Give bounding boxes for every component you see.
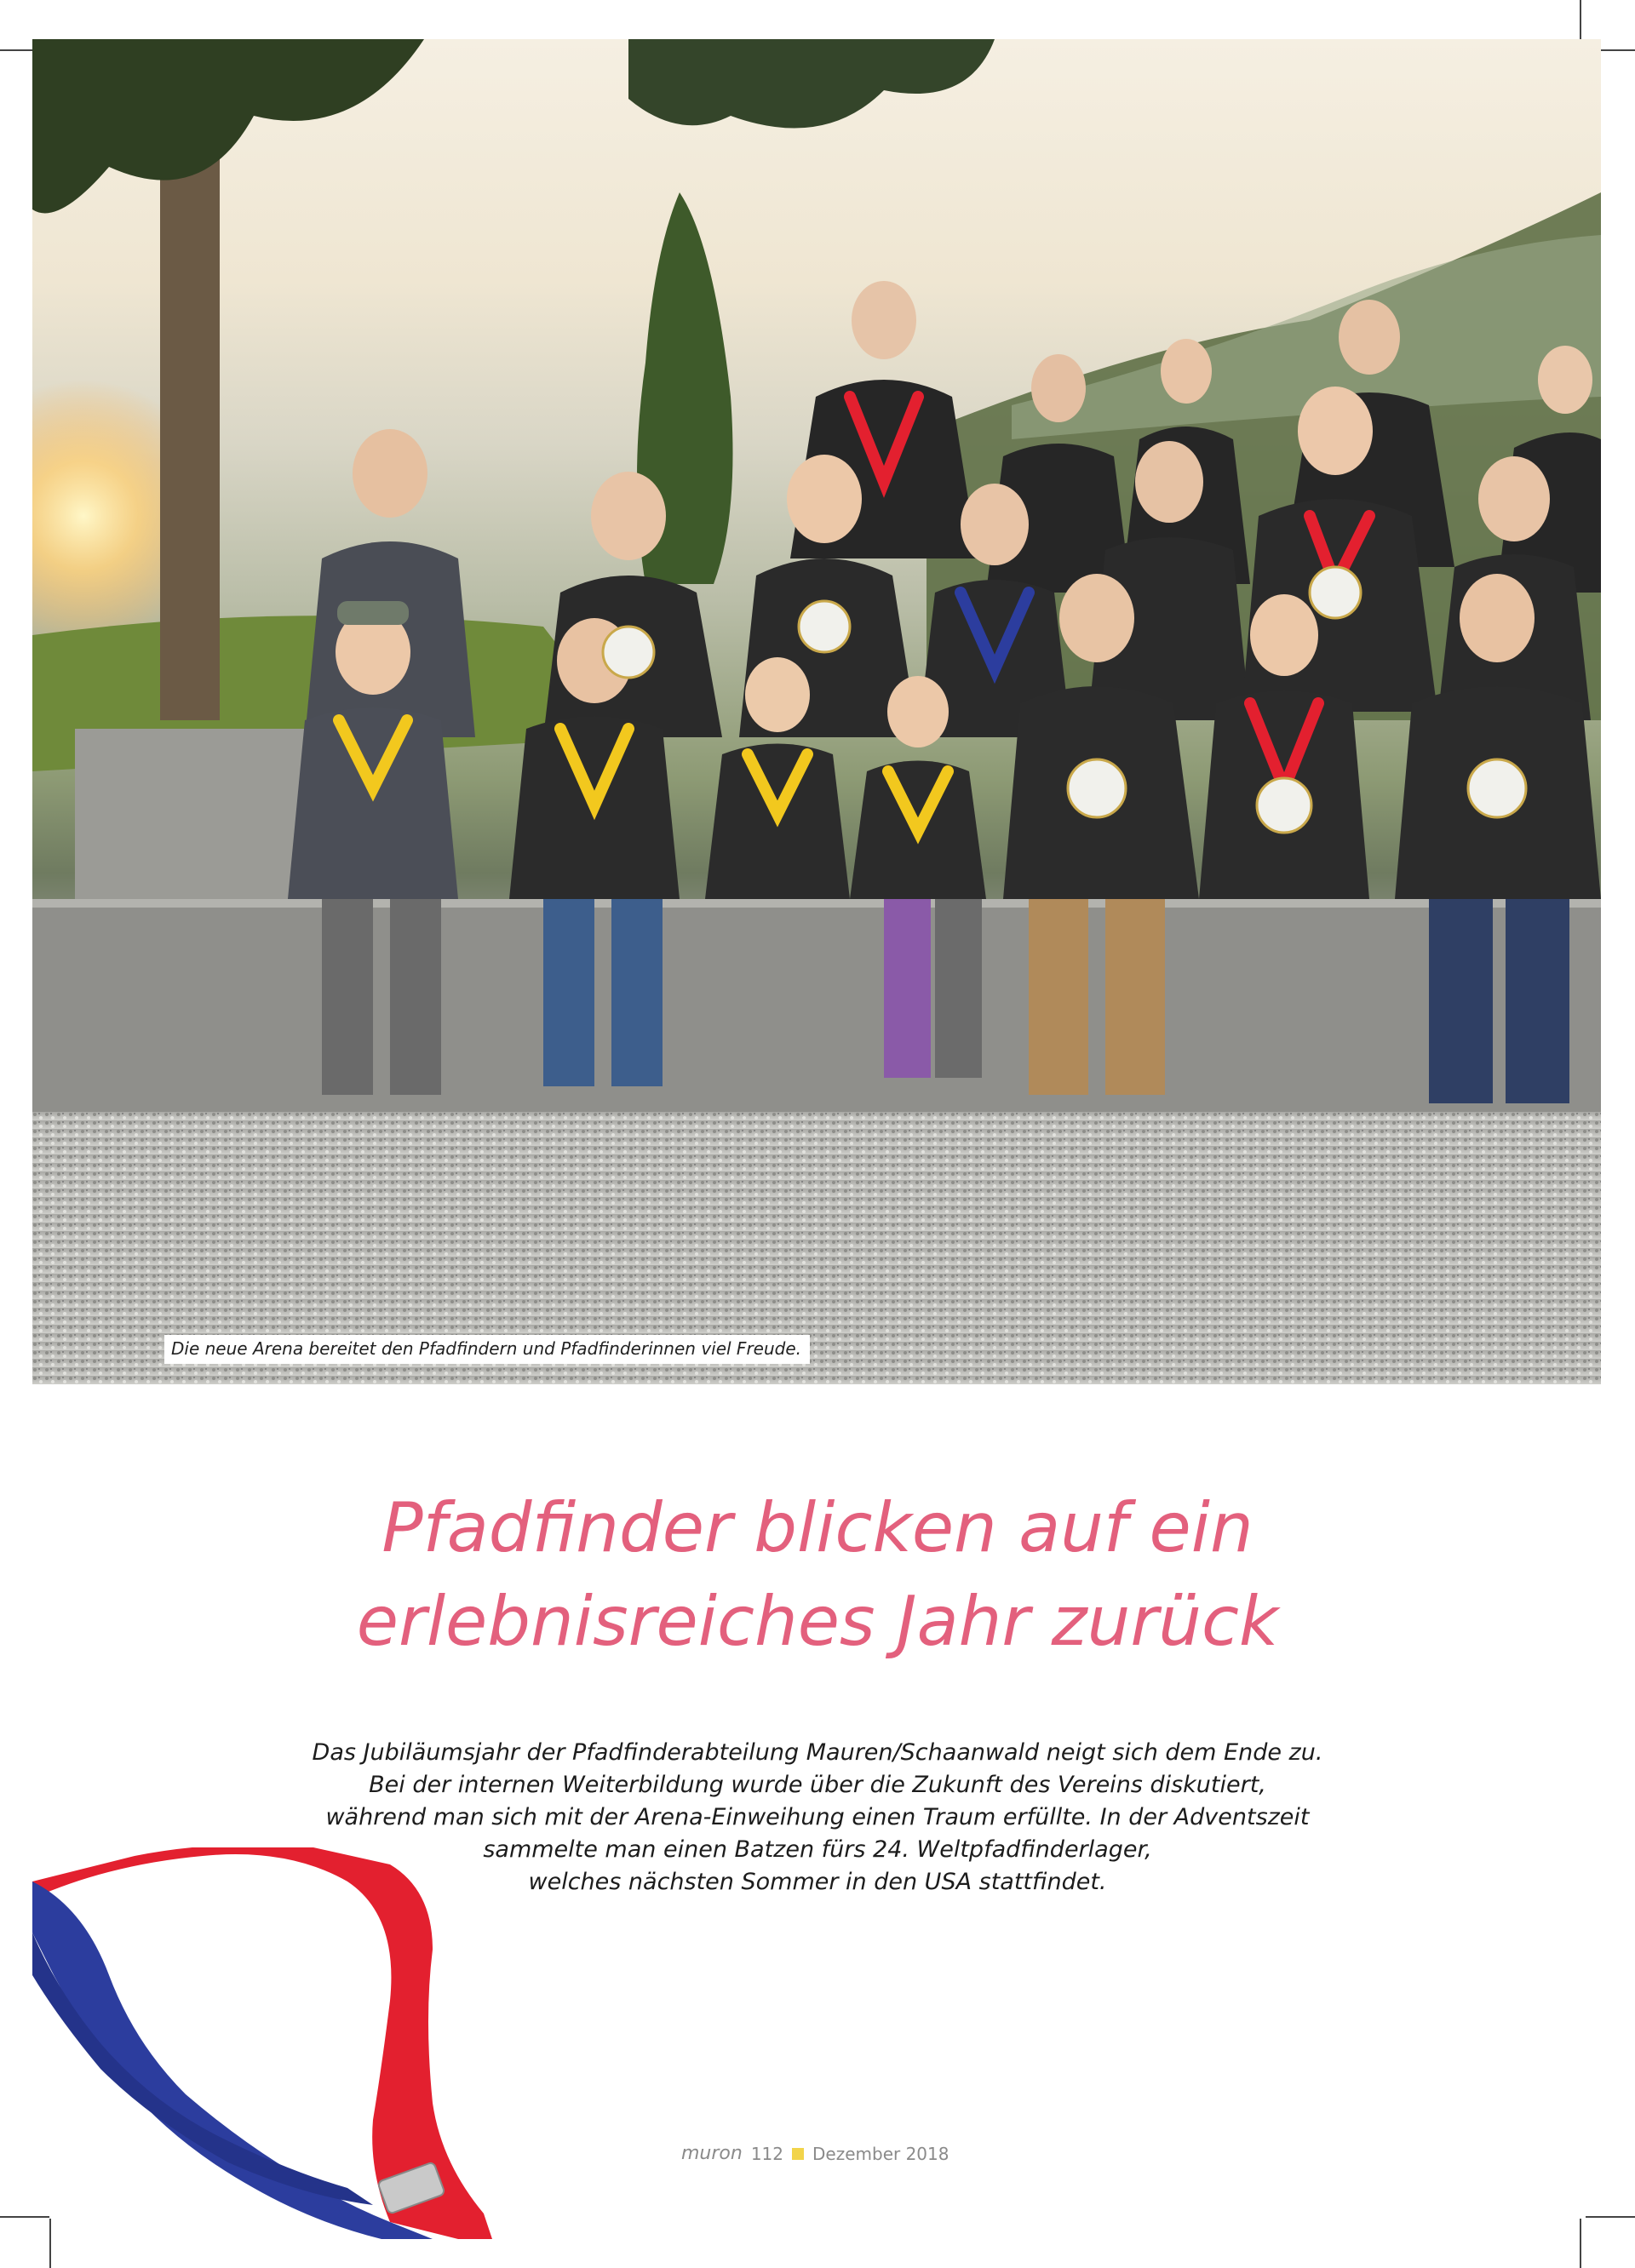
crop-mark (1586, 2216, 1635, 2218)
headline-line: Pfadfinder blicken auf ein (382, 1488, 1254, 1567)
issue-number: 112 (750, 2143, 784, 2164)
page-footer (681, 2143, 949, 2164)
scout-neckerchief-icon (32, 1847, 492, 2239)
lead-line: welches nächsten Sommer in den USA stattfindet. (528, 1869, 1107, 1895)
headline (0, 1481, 1635, 1669)
lead-line: sammelte man einen Batzen fürs 24. Weltpfadfinderlager, (483, 1836, 1152, 1863)
magazine-brand: muron (681, 2143, 743, 2164)
headline-line: erlebnisreiches Jahr zurück (356, 1582, 1279, 1661)
lead-line: Das Jubiläumsjahr der Pfadfinderabteilung Mauren/Schaanwald neigt sich dem Ende zu. (312, 1739, 1323, 1766)
group-photo-scouts-icon (32, 39, 1601, 1384)
accent-square-icon (792, 2148, 804, 2160)
crop-mark (1580, 2219, 1581, 2268)
lead-line: Bei der internen Weiterbildung wurde über die Zukunft des Vereins diskutiert, (369, 1772, 1266, 1798)
issue-date: Dezember 2018 (812, 2143, 949, 2164)
lead-line: während man sich mit der Arena-Einweihung einen Traum erfüllte. In der Adventszeit (325, 1804, 1310, 1830)
group-photo (32, 39, 1601, 1384)
photo-caption: Die neue Arena bereitet den Pfadfindern und Pfadfinderinnen viel Freude. (164, 1335, 810, 1364)
